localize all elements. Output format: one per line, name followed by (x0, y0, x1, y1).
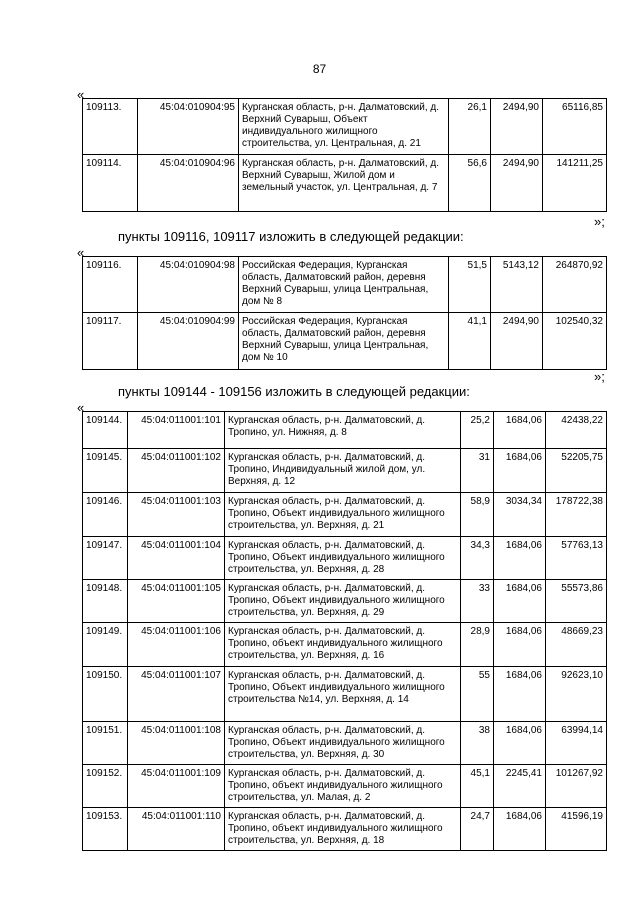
row-number: 109114. (83, 155, 138, 212)
table-2-body (83, 257, 607, 370)
row-number: 109153. (83, 808, 128, 851)
row-number: 109150. (83, 667, 128, 722)
cadastral-number: 45:04:011001:108 (128, 722, 225, 765)
price-cell: 5143,12 (491, 257, 543, 313)
total-cell: 52205,75 (546, 449, 607, 493)
price-cell: 1684,06 (494, 808, 546, 851)
total-cell: 92623,10 (546, 667, 607, 722)
table-row (83, 99, 607, 155)
address-cell: Курганская область, р-н. Далматовский, д. Тропино, объект индивидуального жилищного строительства, ул. Верхняя, д. 18 (225, 808, 461, 851)
table-row (83, 537, 607, 580)
row-number: 109152. (83, 765, 128, 808)
cadastral-number: 45:04:010904:98 (138, 257, 239, 313)
total-cell: 65116,85 (543, 99, 607, 155)
table-row (83, 667, 607, 722)
address-cell: Курганская область, р-н. Далматовский, д. Тропино, Объект индивидуального жилищного строительства, ул. Верхняя, д. 29 (225, 580, 461, 623)
table-row (83, 765, 607, 808)
table-row (83, 493, 607, 537)
total-cell: 178722,38 (546, 493, 607, 537)
table-row (83, 313, 607, 370)
cadastral-number: 45:04:010904:95 (138, 99, 239, 155)
area-cell: 38 (461, 722, 494, 765)
area-cell: 34,3 (461, 537, 494, 580)
total-cell: 55573,86 (546, 580, 607, 623)
total-cell: 264870,92 (543, 257, 607, 313)
area-cell: 45,1 (461, 765, 494, 808)
address-cell: Курганская область, р-н. Далматовский, д. Тропино, Объект индивидуального жилищного строительства, ул. Верхняя, д. 28 (225, 537, 461, 580)
total-cell: 141211,25 (543, 155, 607, 212)
total-cell: 102540,32 (543, 313, 607, 370)
price-cell: 1684,06 (494, 623, 546, 667)
section-heading-2: пункты 109116, 109117 изложить в следующей редакции: (118, 229, 464, 244)
cadastral-number: 45:04:011001:106 (128, 623, 225, 667)
cadastral-number: 45:04:011001:104 (128, 537, 225, 580)
cadastral-number: 45:04:010904:99 (138, 313, 239, 370)
price-cell: 2494,90 (491, 313, 543, 370)
row-number: 109151. (83, 722, 128, 765)
address-cell: Российская Федерация, Курганская область, Далматовский район, деревня Верхний Суварыш, улица Центральная, дом № 8 (239, 257, 449, 313)
total-cell: 48669,23 (546, 623, 607, 667)
total-cell: 101267,92 (546, 765, 607, 808)
table-row (83, 257, 607, 313)
page-number: 87 (312, 62, 327, 76)
address-cell: Курганская область, р-н. Далматовский, д. Тропино, Индивидуальный жилой дом, ул. Верхняя, д. 12 (225, 449, 461, 493)
total-cell: 42438,22 (546, 412, 607, 449)
area-cell: 24,7 (461, 808, 494, 851)
open-quote: « (77, 87, 85, 102)
price-cell: 2245,41 (494, 765, 546, 808)
table-row (83, 412, 607, 449)
cadastral-number: 45:04:011001:109 (128, 765, 225, 808)
table-row (83, 580, 607, 623)
cadastral-number: 45:04:011001:105 (128, 580, 225, 623)
open-quote: « (77, 245, 85, 260)
price-cell: 1684,06 (494, 667, 546, 722)
total-cell: 63994,14 (546, 722, 607, 765)
table-row (83, 623, 607, 667)
price-cell: 1684,06 (494, 412, 546, 449)
area-cell: 28,9 (461, 623, 494, 667)
price-cell: 2494,90 (491, 155, 543, 212)
total-cell: 57763,13 (546, 537, 607, 580)
area-cell: 25,2 (461, 412, 494, 449)
price-cell: 2494,90 (491, 99, 543, 155)
address-cell: Курганская область, р-н. Далматовский, д. Тропино, объект индивидуального жилищного строительства, ул. Верхняя, д. 16 (225, 623, 461, 667)
price-cell: 1684,06 (494, 722, 546, 765)
address-cell: Курганская область, р-н. Далматовский, д. Тропино, Объект индивидуального жилищного строительства, ул. Верхняя, д. 21 (225, 493, 461, 537)
row-number: 109148. (83, 580, 128, 623)
table-row (83, 155, 607, 212)
table-1 (82, 98, 607, 212)
area-cell: 31 (461, 449, 494, 493)
area-cell: 56,6 (449, 155, 491, 212)
address-cell: Курганская область, р-н. Далматовский, д. Верхний Суварыш, Объект индивидуального жилищного строительства, ул. Центральная, д. 21 (239, 99, 449, 155)
cadastral-number: 45:04:011001:103 (128, 493, 225, 537)
row-number: 109116. (83, 257, 138, 313)
row-number: 109145. (83, 449, 128, 493)
area-cell: 58,9 (461, 493, 494, 537)
row-number: 109147. (83, 537, 128, 580)
row-number: 109113. (83, 99, 138, 155)
cadastral-number: 45:04:011001:110 (128, 808, 225, 851)
cadastral-number: 45:04:011001:107 (128, 667, 225, 722)
cadastral-number: 45:04:010904:96 (138, 155, 239, 212)
area-cell: 51,5 (449, 257, 491, 313)
cadastral-number: 45:04:011001:102 (128, 449, 225, 493)
area-cell: 41,1 (449, 313, 491, 370)
table-3 (82, 411, 607, 851)
price-cell: 1684,06 (494, 449, 546, 493)
row-number: 109149. (83, 623, 128, 667)
close-quote: »; (594, 214, 605, 229)
address-cell: Курганская область, р-н. Далматовский, д. Тропино, объект индивидуального жилищного строительства, ул. Малая, д. 2 (225, 765, 461, 808)
total-cell: 41596,19 (546, 808, 607, 851)
open-quote: « (77, 400, 85, 415)
table-row (83, 449, 607, 493)
address-cell: Российская Федерация, Курганская область, Далматовский район, деревня Верхний Суварыш, улица Центральная, дом № 10 (239, 313, 449, 370)
address-cell: Курганская область, р-н. Далматовский, д. Тропино, Объект индивидуального жилищного строительства, ул. Верхняя, д. 30 (225, 722, 461, 765)
section-heading-3: пункты 109144 - 109156 изложить в следующей редакции: (118, 384, 470, 399)
address-cell: Курганская область, р-н. Далматовский, д. Тропино, ул. Нижняя, д. 8 (225, 412, 461, 449)
cadastral-number: 45:04:011001:101 (128, 412, 225, 449)
row-number: 109117. (83, 313, 138, 370)
area-cell: 33 (461, 580, 494, 623)
address-cell: Курганская область, р-н. Далматовский, д. Верхний Суварыш, Жилой дом и земельный участок, ул. Центральная, д. 7 (239, 155, 449, 212)
price-cell: 3034,34 (494, 493, 546, 537)
table-row (83, 722, 607, 765)
table-2 (82, 256, 607, 370)
price-cell: 1684,06 (494, 537, 546, 580)
close-quote: »; (594, 369, 605, 384)
area-cell: 55 (461, 667, 494, 722)
area-cell: 26,1 (449, 99, 491, 155)
address-cell: Курганская область, р-н. Далматовский, д. Тропино, Объект индивидуального жилищного строительства №14, ул. Верхняя, д. 14 (225, 667, 461, 722)
table-1-body (83, 99, 607, 212)
row-number: 109144. (83, 412, 128, 449)
table-3-body (83, 412, 607, 851)
price-cell: 1684,06 (494, 580, 546, 623)
table-row (83, 808, 607, 851)
row-number: 109146. (83, 493, 128, 537)
